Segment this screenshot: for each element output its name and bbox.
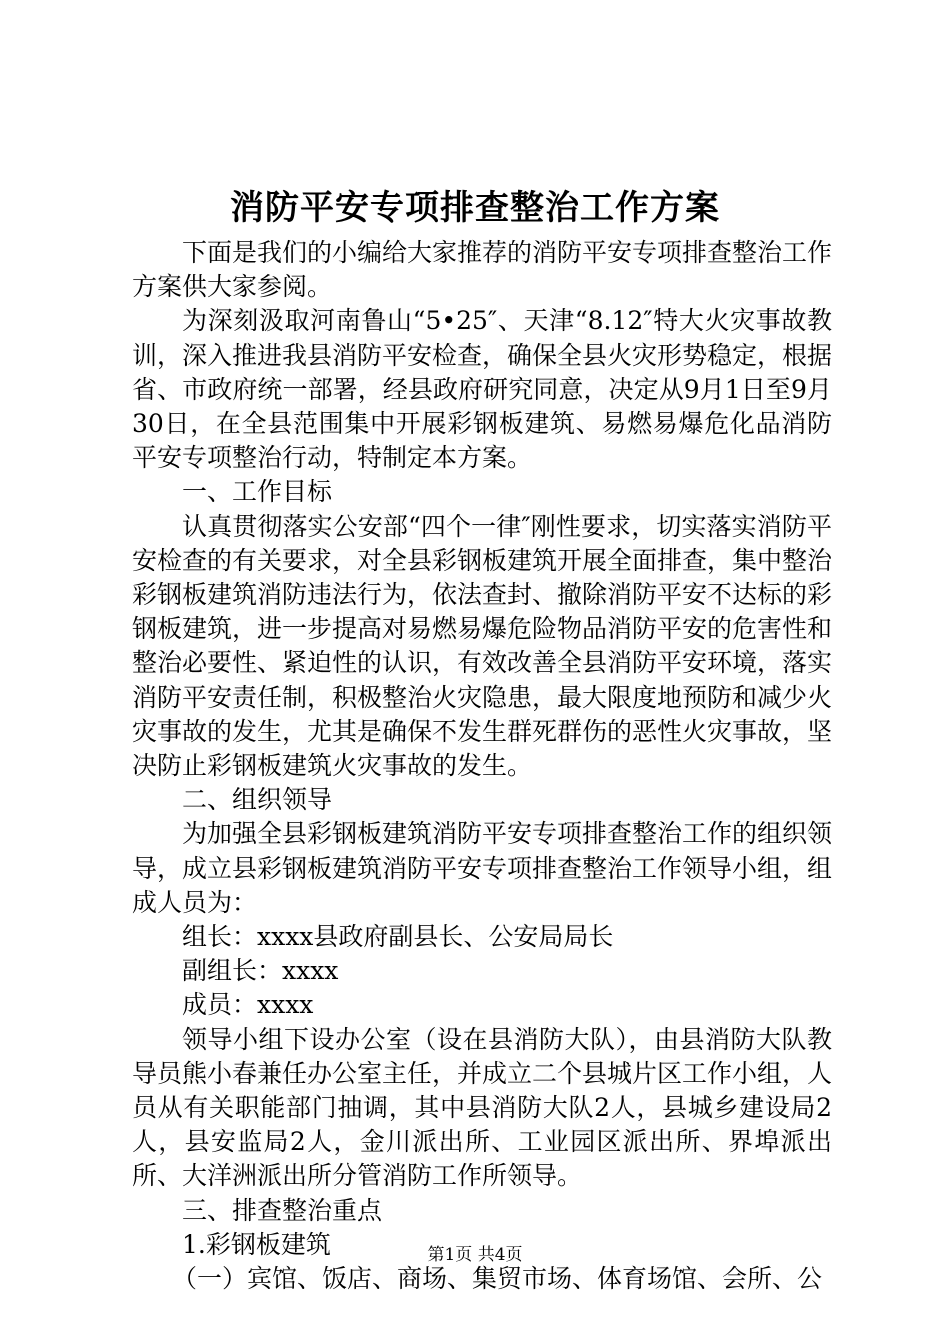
leader-line: 组长：xxxx县政府副县长、公安局局长 [182, 922, 614, 952]
section-heading-key-points: 三、排查整治重点 [182, 1195, 383, 1225]
list-item-venues: （一）宾馆、饭店、商场、集贸市场、体育场馆、会所、公 [172, 1264, 823, 1294]
members-line: 成员：xxxx [182, 990, 314, 1020]
work-goal-paragraph: 认真贯彻落实公安部“四个一律″刚性要求，切实落实消防平安检查的有关要求，对全县彩钢板建筑开展全面排查，集中整治彩钢板建筑消防违法行为，依法查封、撤除消防平安不达标的彩钢板建筑，进一步提高对易燃易爆危险物品消防平安的危害性和整治必要性、紧迫性的认识，有效改善全县消防平安环境，落实消防平安责任制，积极整治火灾隐患，最大限度地预防和减少火灾事故的发生，尤其是确保不发生群死群伤的恶性火灾事故，坚决防止彩钢板建筑火灾事故的发生。 [132, 511, 833, 781]
page-footer: 第1页 共4页 [427, 1245, 523, 1265]
deputy-leader-line: 副组长：xxxx [182, 956, 339, 986]
document-body [132, 236, 832, 1296]
background-paragraph: 为深刻汲取河南鲁山“5•25″、天津“8.12″特大火灾事故教训，深入推进我县消防平安检查，确保全县火灾形势稳定，根据省、市政府统一部署，经县政府研究同意，决定从9月1日至9月30日，在全县范围集中开展彩钢板建筑、易燃易爆危化品消防平安专项整治行动，特制定本方案。 [132, 306, 833, 473]
page-title: 消防平安专项排查整治工作方案 [230, 188, 720, 228]
subsection-heading-steel-buildings: 1.彩钢板建筑 [182, 1229, 331, 1259]
office-paragraph: 领导小组下设办公室（设在县消防大队），由县消防大队教导员熊小春兼任办公室主任，并成立二个县城片区工作小组，人员从有关职能部门抽调，其中县消防大队2人，县城乡建设局2人，县安监局2人，金川派出所、工业园区派出所、界埠派出所、大洋洲派出所分管消防工作所领导。 [132, 1024, 833, 1191]
organization-paragraph: 为加强全县彩钢板建筑消防平安专项排查整治工作的组织领导，成立县彩钢板建筑消防平安专项排查整治工作领导小组，组成人员为： [132, 819, 833, 917]
intro-paragraph: 下面是我们的小编给大家推荐的消防平安专项排查整治工作方案供大家参阅。 [132, 238, 833, 302]
section-heading-work-goal: 一、工作目标 [182, 477, 333, 507]
section-heading-organization: 二、组织领导 [182, 785, 333, 815]
